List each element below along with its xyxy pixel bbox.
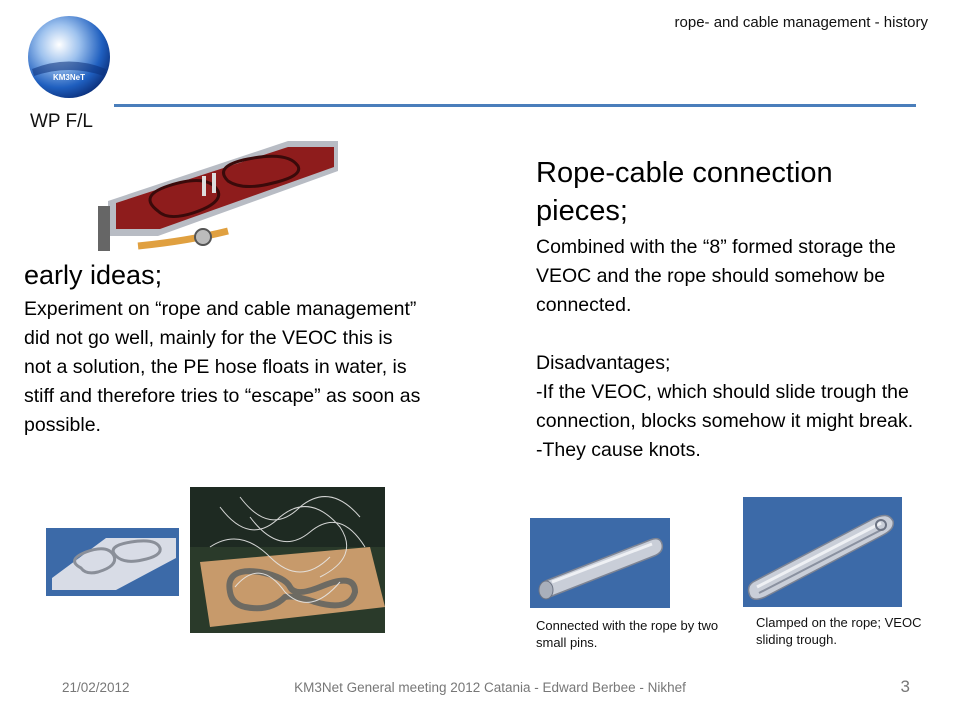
clamp-connector-image — [743, 497, 902, 607]
right-heading: Rope-cable connection pieces; — [536, 157, 833, 227]
footer-date: 21/02/2012 — [62, 680, 130, 695]
km3net-logo — [26, 14, 112, 100]
figure-8-frame-image — [46, 528, 179, 596]
disadvantage-point-1: -If the VEOC, which should slide trough the connection, blocks somehow it might break. — [536, 381, 914, 432]
storage-tray-image — [98, 131, 338, 251]
pin-connector-image — [530, 518, 670, 608]
slide-header-title: rope- and cable management - history — [674, 14, 928, 31]
left-body-text: Experiment on “rope and cable management” did not go well, mainly for the VEOC this is not a solution, the PE hose floats in water, is stiff and therefore tries to “escape” as soon as possible. — [24, 298, 421, 436]
footer-text: KM3Net General meeting 2012 Catania - Edward Berbee - Nikhef — [294, 680, 686, 695]
disadvantage-point-2: -They cause knots. — [536, 439, 701, 461]
caption-pin-connector: Connected with the rope by two small pins. — [536, 618, 719, 650]
cable-experiment-photo — [190, 487, 385, 633]
paragraph-gap — [536, 320, 916, 349]
logo-text: KM3NeT — [52, 73, 86, 82]
connection-description: Combined with the “8” formed storage the VEOC and the rope should somehow be connected. — [536, 236, 896, 316]
caption-clamp-connector: Clamped on the rope; VEOC sliding trough. — [756, 615, 922, 647]
disadvantages-title: Disadvantages; — [536, 352, 671, 374]
page-number: 3 — [900, 677, 910, 696]
wp-label: WP F/L — [30, 111, 93, 132]
left-heading: early ideas; — [24, 260, 163, 290]
right-body — [536, 233, 916, 465]
header-divider — [114, 104, 916, 107]
